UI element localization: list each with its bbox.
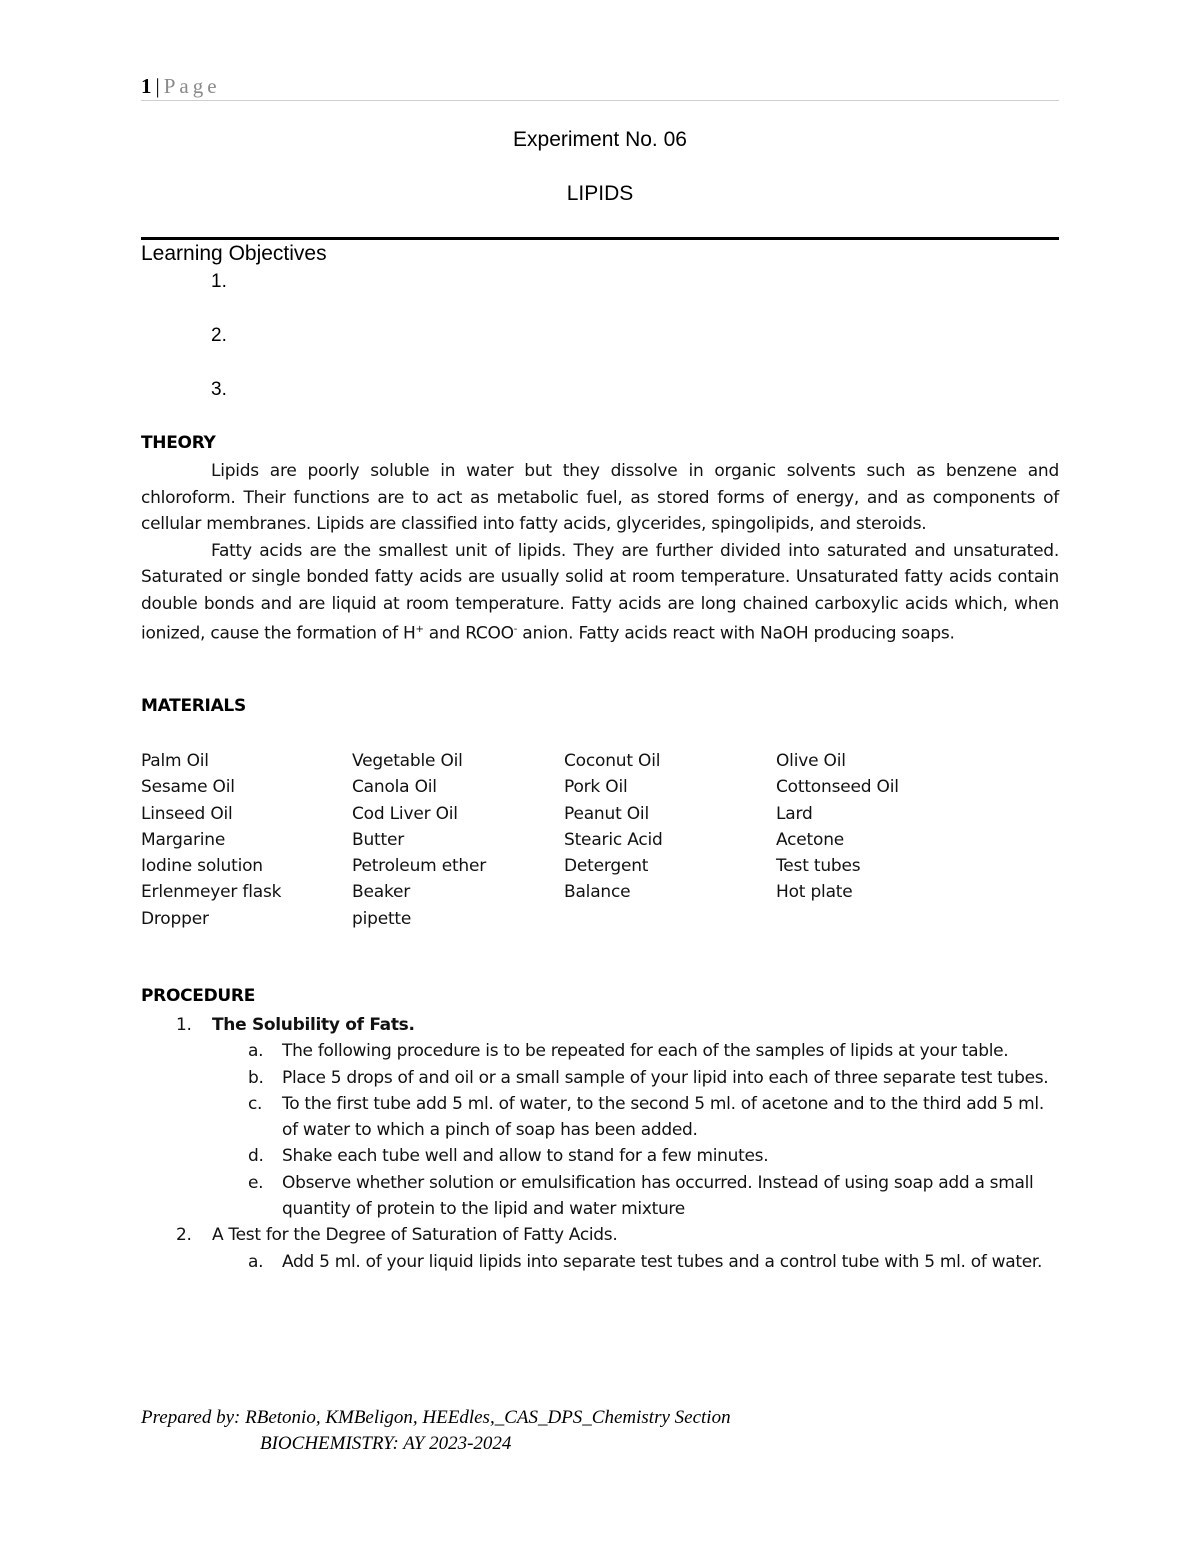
- material-item: Hot plate: [776, 882, 853, 903]
- step-number: 1.: [176, 1015, 192, 1035]
- substep-text: To the first tube add 5 ml. of water, to the second 5 ml. of acetone and to the third add 5 ml. of water to which a pinch of soap has been added.: [282, 1093, 1044, 1141]
- substep-text: Observe whether solution or emulsification has occurred. Instead of using soap add a small quantity of protein to the lipid and water mixture: [282, 1172, 1034, 1220]
- objective-item-1: 1.: [211, 271, 227, 292]
- material-item: Palm Oil: [141, 751, 209, 771]
- title-divider: [141, 237, 1059, 240]
- procedure-heading: PROCEDURE: [141, 986, 256, 1006]
- substep-letter: c.: [248, 1093, 263, 1114]
- material-item: pipette: [352, 908, 412, 929]
- superscript-minus: -: [513, 624, 518, 635]
- material-item: Stearic Acid: [564, 829, 663, 850]
- theory-body: [141, 458, 1059, 647]
- procedure-list: [141, 1012, 1059, 1275]
- material-item: Cod Liver Oil: [352, 803, 458, 824]
- procedure-substep: [141, 1091, 1059, 1144]
- procedure-substep: [141, 1038, 1059, 1064]
- materials-row: [141, 853, 1059, 879]
- substep-letter: a.: [248, 1041, 264, 1062]
- material-item: Peanut Oil: [564, 803, 649, 824]
- substep-text: Add 5 ml. of your liquid lipids into separate test tubes and a control tube with 5 ml. of water.: [282, 1251, 1043, 1272]
- materials-heading: MATERIALS: [141, 696, 246, 716]
- material-item: Linseed Oil: [141, 803, 233, 824]
- substep-letter: b.: [248, 1067, 264, 1088]
- material-item: Acetone: [776, 829, 845, 850]
- theory-p2-part-a: Fatty acids are the smallest unit of lipids. They are further divided into saturated and unsaturated. Saturated or single bonded fatty acids are usually solid at room temperature. Unsaturated fatty acids contain double bonds and are liquid at room temperature. Fatty acids are long chained carboxylic acids which, when ionized, cause the formation of H: [141, 540, 1059, 644]
- materials-row: [141, 906, 1059, 932]
- materials-row: [141, 748, 1059, 774]
- procedure-step: [141, 1222, 1059, 1248]
- material-item: Sesame Oil: [141, 777, 235, 798]
- material-item: Erlenmeyer flask: [141, 882, 282, 903]
- material-item: Iodine solution: [141, 856, 263, 877]
- theory-heading: THEORY: [141, 433, 216, 453]
- objective-item-3: 3.: [211, 379, 227, 400]
- material-item: Vegetable Oil: [352, 751, 463, 771]
- footer: [141, 1405, 731, 1457]
- material-item: Cottonseed Oil: [776, 777, 899, 798]
- material-item: Test tubes: [776, 856, 861, 877]
- materials-table: [141, 748, 1059, 932]
- materials-row: [141, 879, 1059, 905]
- material-item: Petroleum ether: [352, 856, 487, 877]
- theory-p2-part-c: anion. Fatty acids react with NaOH producing soaps.: [517, 623, 955, 644]
- footer-prepared-by: Prepared by: RBetonio, KMBeligon, HEEdles,_CAS_DPS_Chemistry Section: [141, 1407, 731, 1428]
- material-item: Detergent: [564, 856, 649, 877]
- step-title: The Solubility of Fats.: [212, 1015, 415, 1035]
- material-item: Canola Oil: [352, 777, 437, 798]
- theory-paragraph-2: [141, 538, 1059, 648]
- material-item: Margarine: [141, 829, 226, 850]
- page-number-value: 1: [141, 74, 152, 98]
- theory-p2-part-b: and RCOO: [423, 623, 514, 644]
- procedure-substep: [141, 1143, 1059, 1169]
- material-item: Beaker: [352, 882, 411, 903]
- material-item: Coconut Oil: [564, 751, 661, 771]
- substep-text: Shake each tube well and allow to stand for a few minutes.: [282, 1146, 769, 1167]
- materials-row: [141, 801, 1059, 827]
- material-item: Butter: [352, 829, 405, 850]
- procedure-substep: [141, 1065, 1059, 1091]
- page-number: [141, 73, 1059, 100]
- substep-text: The following procedure is to be repeated for each of the samples of lipids at your table.: [282, 1041, 1009, 1062]
- material-item: Lard: [776, 803, 813, 824]
- material-item: Dropper: [141, 908, 209, 929]
- objective-item-2: 2.: [211, 325, 227, 346]
- page-word: Page: [163, 74, 221, 98]
- material-item: Balance: [564, 882, 631, 903]
- topic-title: LIPIDS: [566, 182, 634, 205]
- substep-letter: d.: [248, 1146, 264, 1167]
- procedure-substep: [141, 1170, 1059, 1223]
- material-item: Olive Oil: [776, 751, 846, 771]
- superscript-plus: +: [415, 624, 424, 635]
- materials-row: [141, 774, 1059, 800]
- page-number-separator: |: [155, 74, 160, 98]
- substep-letter: a.: [248, 1251, 264, 1272]
- procedure-step: [141, 1012, 1059, 1038]
- procedure-substep: [141, 1249, 1059, 1275]
- material-item: Pork Oil: [564, 777, 628, 798]
- footer-course: BIOCHEMISTRY: AY 2023-2024: [260, 1433, 512, 1454]
- page-header: [141, 73, 1059, 101]
- experiment-title: Experiment No. 06: [513, 128, 687, 151]
- substep-letter: e.: [248, 1172, 264, 1193]
- objectives-heading: Learning Objectives: [141, 242, 327, 265]
- step-title: A Test for the Degree of Saturation of Fatty Acids.: [212, 1225, 618, 1246]
- step-number: 2.: [176, 1225, 192, 1246]
- theory-paragraph-1: Lipids are poorly soluble in water but they dissolve in organic solvents such as benzene and chloroform. Their functions are to act as metabolic fuel, as stored forms of energy, and as components of cellular membranes. Lipids are classified into fatty acids, glycerides, spingolipids, and steroids.: [141, 461, 1059, 534]
- materials-row: [141, 827, 1059, 853]
- substep-text: Place 5 drops of and oil or a small sample of your lipid into each of three separate test tubes.: [282, 1067, 1049, 1088]
